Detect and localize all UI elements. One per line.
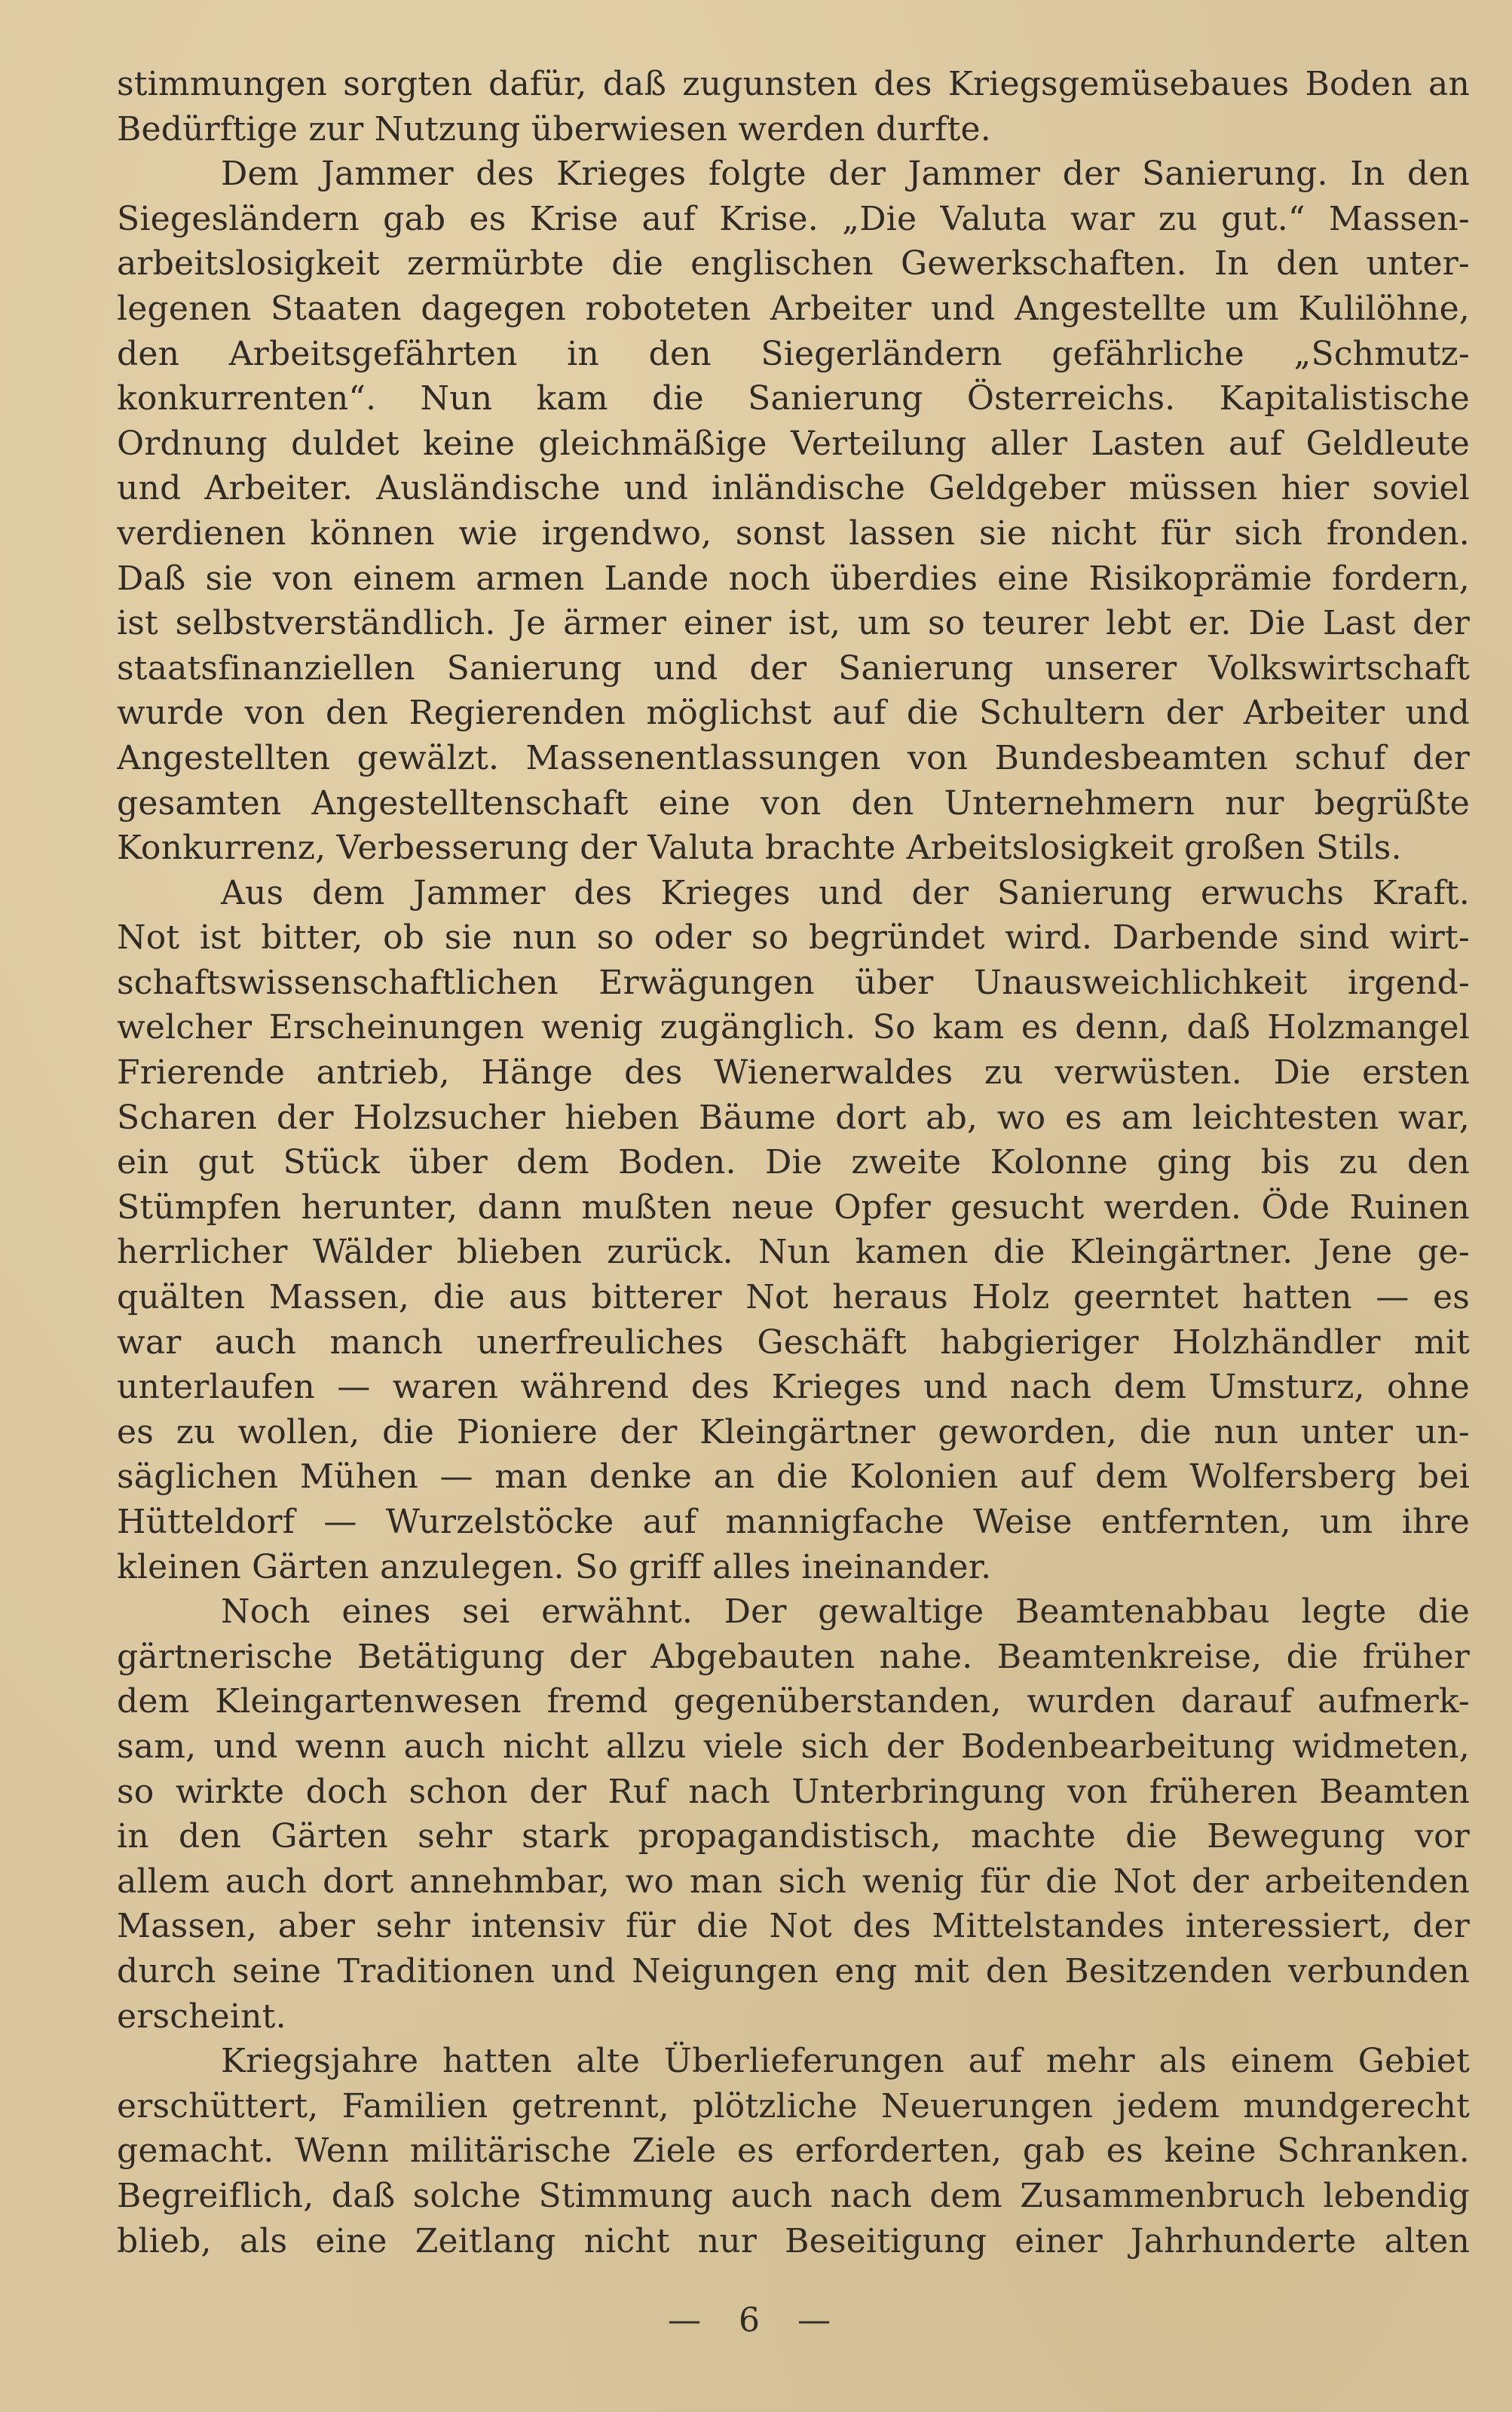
text-line: Siegesländern gab es Krise auf Krise. „Die Valuta war zu gut.“ Massen- — [117, 199, 1470, 238]
paragraph — [117, 2039, 1470, 2263]
text-line: welcher Erscheinungen wenig zugänglich. So kam es denn, daß Holzmangel — [117, 1008, 1470, 1047]
text-line: unterlaufen — waren während des Krieges und nach dem Umsturz, ohne — [117, 1368, 1470, 1407]
paragraph — [117, 1589, 1470, 2039]
text-line: erschüttert, Familien getrennt, plötzliche Neuerungen jedem mundgerecht — [117, 2086, 1470, 2125]
text-line: durch seine Traditionen und Neigungen eng mit den Besitzenden verbunden — [117, 1951, 1470, 1991]
text-line: wurde von den Regierenden möglichst auf die Schultern der Arbeiter und — [117, 694, 1470, 733]
text-line: säglichen Mühen — man denke an die Kolonien auf dem Wolfersberg bei — [117, 1457, 1470, 1497]
text-line: den Arbeitsgefährten in den Siegerländern gefährliche „Schmutz- — [117, 334, 1470, 373]
text-line: Bedürftige zur Nutzung überwiesen werden durfte. — [117, 109, 991, 149]
text-line: erscheint. — [117, 1997, 286, 2036]
text-line: Frierende antrieb, Hänge des Wienerwaldes zu verwüsten. Die ersten — [117, 1053, 1470, 1093]
text-line: quälten Massen, die aus bitterer Not heraus Holz geerntet hatten — es — [117, 1278, 1470, 1317]
text-line: Noch eines sei erwähnt. Der gewaltige Beamtenabbau legte die — [221, 1592, 1470, 1632]
text-line: Massen, aber sehr intensiv für die Not des Mittelstandes interessiert, der — [117, 1907, 1470, 1946]
text-line: Begreiflich, daß solche Stimmung auch nach dem Zusammenbruch lebendig — [117, 2176, 1470, 2215]
text-line: Konkurrenz, Verbesserung der Valuta brachte Arbeitslosigkeit großen Stils. — [117, 829, 1402, 868]
text-line: kleinen Gärten anzulegen. So griff alles ineinander. — [117, 1547, 992, 1586]
text-line: Not ist bitter, ob sie nun so oder so begründet wird. Darbende sind wirt- — [117, 918, 1470, 958]
text-line: legenen Staaten dagegen roboteten Arbeiter und Angestellte um Kulilöhne, — [117, 289, 1470, 328]
text-line: so wirkte doch schon der Ruf nach Unterbringung von früheren Beamten — [117, 1772, 1470, 1811]
text-line: Angestellten gewälzt. Massenentlassungen von Bundesbeamten schuf der — [117, 738, 1470, 777]
text-line: ist selbstverständlich. Je ärmer einer ist, um so teurer lebt er. Die Last der — [117, 604, 1470, 643]
text-line: Scharen der Holzsucher hieben Bäume dort ab, wo es am leichtesten war, — [117, 1098, 1470, 1137]
text-line: dem Kleingartenwesen fremd gegenüberstanden, wurden darauf aufmerk- — [117, 1682, 1470, 1721]
text-line: es zu wollen, die Pioniere der Kleingärtner geworden, die nun unter un- — [117, 1412, 1470, 1451]
text-line: staatsfinanziellen Sanierung und der Sanierung unserer Volkswirtschaft — [117, 648, 1470, 688]
text-line: Hütteldorf — Wurzelstöcke auf mannigfache Weise entfernten, um ihre — [117, 1503, 1470, 1541]
text-line: arbeitslosigkeit zermürbte die englischen Gewerkschaften. In den unter- — [117, 244, 1470, 283]
paragraph — [117, 871, 1470, 1590]
text-line: in den Gärten sehr stark propagandistisch, machte die Bewegung vor — [117, 1817, 1470, 1856]
text-line: sam, und wenn auch nicht allzu viele sich der Bodenbearbeitung widmeten, — [117, 1727, 1470, 1766]
paragraph — [117, 62, 1470, 152]
text-line: konkurrenten“. Nun kam die Sanierung Österreichs. Kapitalistische — [117, 379, 1470, 418]
text-line: Daß sie von einem armen Lande noch überdies eine Risikoprämie fordern, — [117, 559, 1470, 598]
text-line: blieb, als eine Zeitlang nicht nur Beseitigung einer Jahrhunderte alten — [117, 2221, 1470, 2260]
body-text — [117, 62, 1470, 2263]
text-line: Aus dem Jammer des Krieges und der Sanierung erwuchs Kraft. — [221, 873, 1470, 912]
text-line: Ordnung duldet keine gleichmäßige Verteilung aller Lasten auf Geldleute — [117, 424, 1470, 463]
text-line: ein gut Stück über dem Boden. Die zweite Kolonne ging bis zu den — [117, 1143, 1470, 1182]
text-line: gärtnerische Betätigung der Abgebauten nahe. Beamtenkreise, die früher — [117, 1637, 1470, 1676]
text-line: herrlicher Wälder blieben zurück. Nun kamen die Kleingärtner. Jene ge- — [117, 1233, 1470, 1272]
text-line: schaftswissenschaftlichen Erwägungen über Unausweichlichkeit irgend- — [117, 963, 1470, 1002]
text-line: Kriegsjahre hatten alte Überlieferungen auf mehr als einem Gebiet — [221, 2042, 1470, 2081]
text-line: gesamten Angestelltenschaft eine von den Unternehmern nur begrüßte — [117, 783, 1470, 823]
text-line: Dem Jammer des Krieges folgte der Jammer der Sanierung. In den — [221, 155, 1470, 194]
text-line: gemacht. Wenn militärische Ziele es erforderten, gab es keine Schranken. — [117, 2132, 1470, 2171]
text-line: war auch manch unerfreuliches Geschäft habgieriger Holzhändler mit — [117, 1322, 1470, 1362]
text-line: allem auch dort annehmbar, wo man sich wenig für die Not der arbeitenden — [117, 1862, 1470, 1901]
text-line: Stümpfen herunter, dann mußten neue Opfer gesucht werden. Öde Ruinen — [117, 1188, 1470, 1227]
text-line: und Arbeiter. Ausländische und inländische Geldgeber müssen hier soviel — [117, 469, 1470, 508]
text-line: verdienen können wie irgendwo, sonst lassen sie nicht für sich fronden. — [117, 513, 1470, 553]
page-number: — 6 — — [668, 2301, 844, 2340]
text-line: stimmungen sorgten dafür, daß zugunsten des Kriegsgemüsebaues Boden an — [117, 65, 1470, 103]
paragraph — [117, 152, 1470, 871]
